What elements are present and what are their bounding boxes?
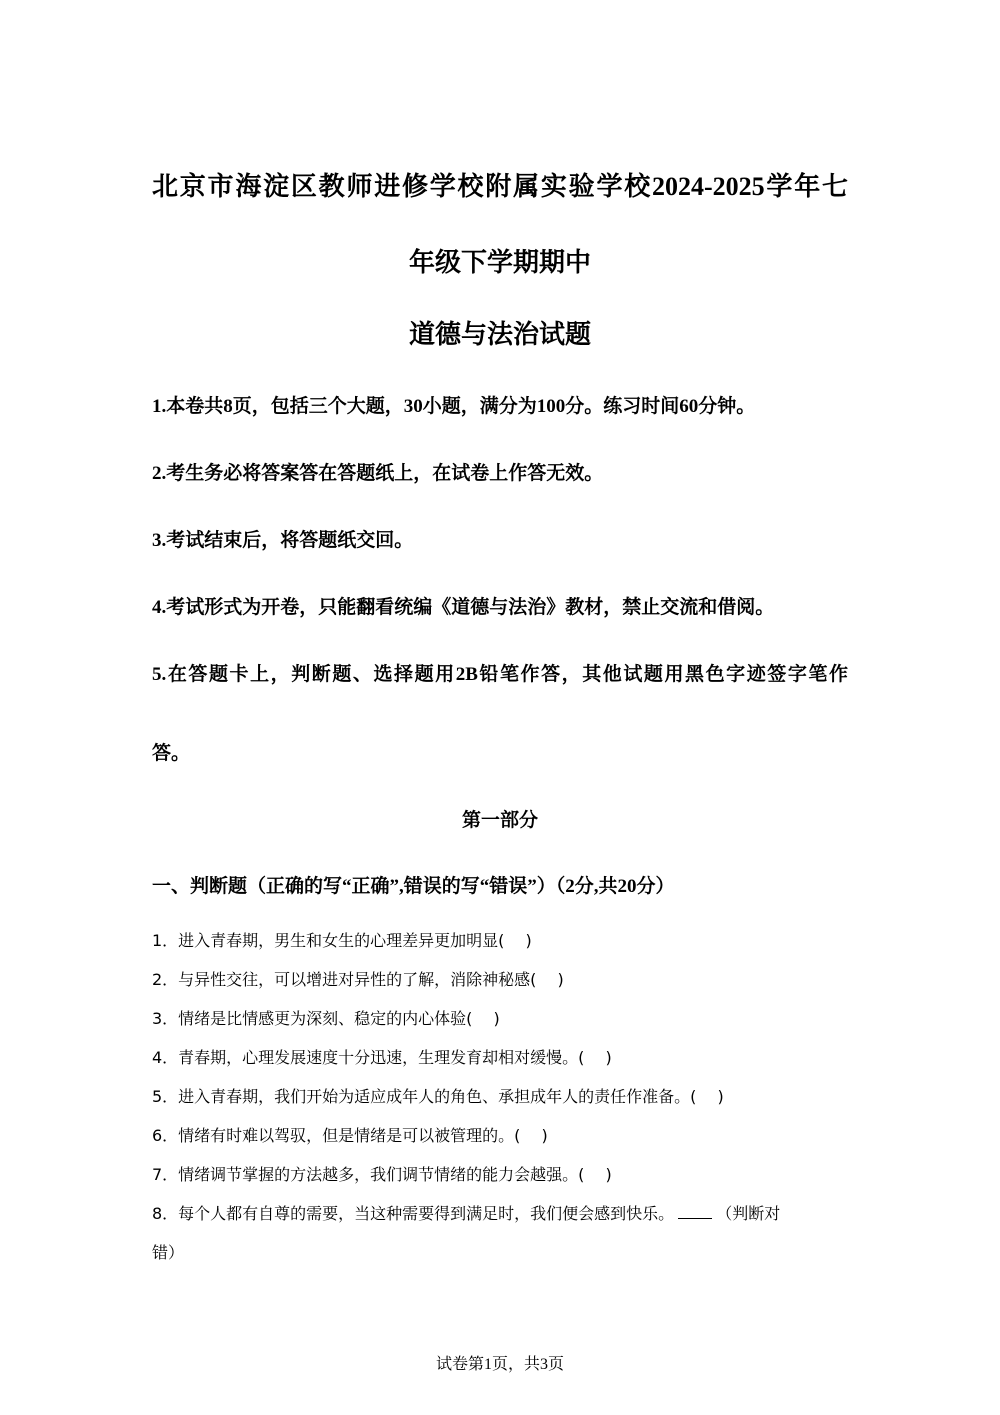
question-7: 7．情绪调节掌握的方法越多，我们调节情绪的能力会越强。( ): [152, 1165, 612, 1184]
section-title: 一、判断题（正确的写“正确”,错误的写“错误”）（2分,共20分）: [152, 876, 675, 897]
question-8-suffix: （判断对: [716, 1204, 781, 1223]
question-1: 1．进入青春期，男生和女生的心理差异更加明显( ): [152, 931, 532, 950]
question-6: 6．情绪有时难以驾驭，但是情绪是可以被管理的。( ): [152, 1126, 548, 1145]
exam-title-line2: 年级下学期期中: [408, 248, 591, 277]
part-title: 第一部分: [461, 810, 538, 831]
question-3: 3．情绪是比情感更为深刻、稳定的内心体验( ): [152, 1009, 500, 1028]
instruction-5: 5.在答题卡上，判断题、选择题用2B铅笔作答，其他试题用黑色字迹签字笔作: [152, 664, 848, 685]
question-4: 4．青春期，心理发展速度十分迅速，生理发育却相对缓慢。( ): [152, 1048, 612, 1067]
question-8-text: 8．每个人都有自尊的需要，当这种需要得到满足时，我们便会感到快乐。: [152, 1204, 675, 1223]
exam-title-line1: 北京市海淀区教师进修学校附属实验学校2024-2025学年七: [152, 172, 848, 201]
question-8: [152, 1203, 848, 1225]
question-8-continuation: 错）: [152, 1243, 185, 1262]
question-2: 2．与异性交往，可以增进对异性的了解，消除神秘感( ): [152, 970, 564, 989]
instruction-1: 1.本卷共8页，包括三个大题，30小题，满分为100分。练习时间60分钟。: [152, 396, 756, 417]
answer-blank[interactable]: [678, 1204, 712, 1219]
page-footer: 试卷第1页，共3页: [435, 1356, 564, 1373]
instruction-3: 3.考试结束后，将答题纸交回。: [152, 530, 414, 551]
instruction-5-continuation: 答。: [152, 743, 191, 764]
question-5: 5．进入青春期，我们开始为适应成年人的角色、承担成年人的责任作准备。( ): [152, 1087, 724, 1106]
instruction-2: 2.考生务必将答案答在答题纸上，在试卷上作答无效。: [152, 463, 604, 484]
instruction-4: 4.考试形式为开卷，只能翻看统编《道德与法治》教材，禁止交流和借阅。: [152, 597, 775, 618]
exam-subtitle: 道德与法治试题: [408, 320, 591, 349]
